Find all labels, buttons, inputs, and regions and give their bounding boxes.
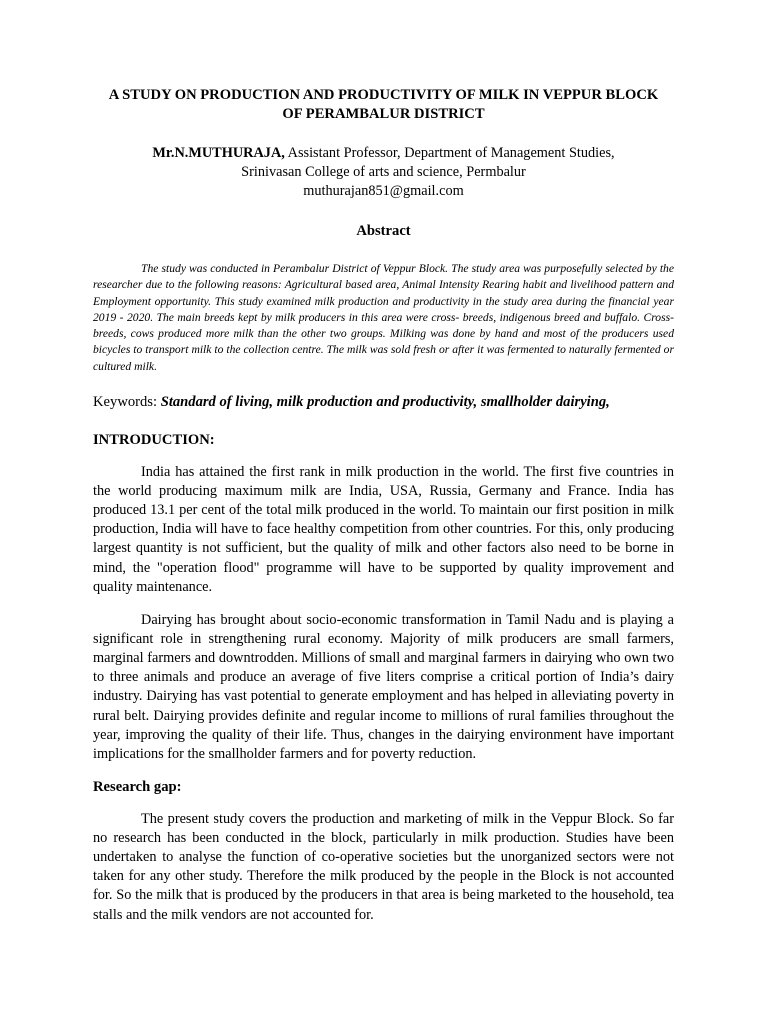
research-gap-paragraph: The present study covers the production and marketing of milk in the Veppur Block. So far no research has been conducted in the block, particularly in milk production. Studies have been undertaken to analyse the function of co-operative societies but the unorganized sectors were not taken for any other study. Therefore the milk produced by the people in the Block is not accounted for. So the milk that is produced by the producers in that area is being marketed to the household, tea stalls and the milk vendors are not accounted for. [93,811,674,923]
abstract-text: The study was conducted in Perambalur District of Veppur Block. The study area was purposefully selected by the researcher due to the following reasons: Agricultural based area, Animal Intensity Rearing habit and livelihood pattern and Employment opportunity. This study examined milk production and productivity in the study area during the financial year 2019 - 2020. The main breeds kept by milk producers in this area were cross- breeds, indigenous breed and buffalo. Cross- breeds, cows produced more milk than the other two groups. Milking was done by hand and most of the producers used bicycles to transport milk to the collection centre. The milk was sold fresh or after it was fermented to naturally fermented or cultured milk. [93,262,674,373]
author-email: muthurajan851@gmail.com [303,183,464,199]
keywords-label: Keywords: [93,394,161,411]
author-line [93,144,674,163]
introduction-paragraph-1: India has attained the first rank in milk production in the world. The first five countries in the world producing maximum milk are India, USA, Russia, Germany and France. India has produced 13.1 per cent of the total milk produced in the world. To maintain our first position in milk production, India will have to face healthy competition from other countries. For this, only producing largest quantity is not sufficient, but the quality of milk and other factors also need to be borne in mind, the "operation flood" programme will have to be supported by quality improvement and quality maintenance. [93,464,674,595]
author-institution: Srinivasan College of arts and science, Permbalur [241,164,526,180]
research-gap-heading: Research gap: [93,779,182,796]
abstract-heading: Abstract [356,223,411,239]
paper-page [93,86,674,939]
introduction-paragraph-2: Dairying has brought about socio-economic transformation in Tamil Nadu and is playing a significant role in strengthening rural economy. Majority of milk producers are small farmers, marginal farmers and downtrodden. Millions of small and marginal farmers in dairying who own two to three animals and produce an average of five liters comprise a critical portion of India’s dairy industry. Dairying has vast potential to generate employment and has helped in alleviating poverty in rural belt. Dairying provides definite and regular income to millions of rural families throughout the year, improving the quality of their life. Thus, changes in the dairying environment have important implications for the smallholder farmers and for poverty reduction. [93,612,674,762]
introduction-heading: INTRODUCTION: [93,432,215,449]
paper-title-line-2: OF PERAMBALUR DISTRICT [282,106,485,122]
paper-title [93,86,674,124]
author-block [93,144,674,201]
author-name: Mr.N.MUTHURAJA, [152,145,285,161]
keywords-line [93,393,674,412]
keywords-values: Standard of living, milk production and productivity, smallholder dairying, [160,394,610,411]
author-position: Assistant Professor, Department of Management Studies, [284,145,615,161]
paper-title-line-1: A STUDY ON PRODUCTION AND PRODUCTIVITY OF MILK IN VEPPUR BLOCK [108,87,659,103]
